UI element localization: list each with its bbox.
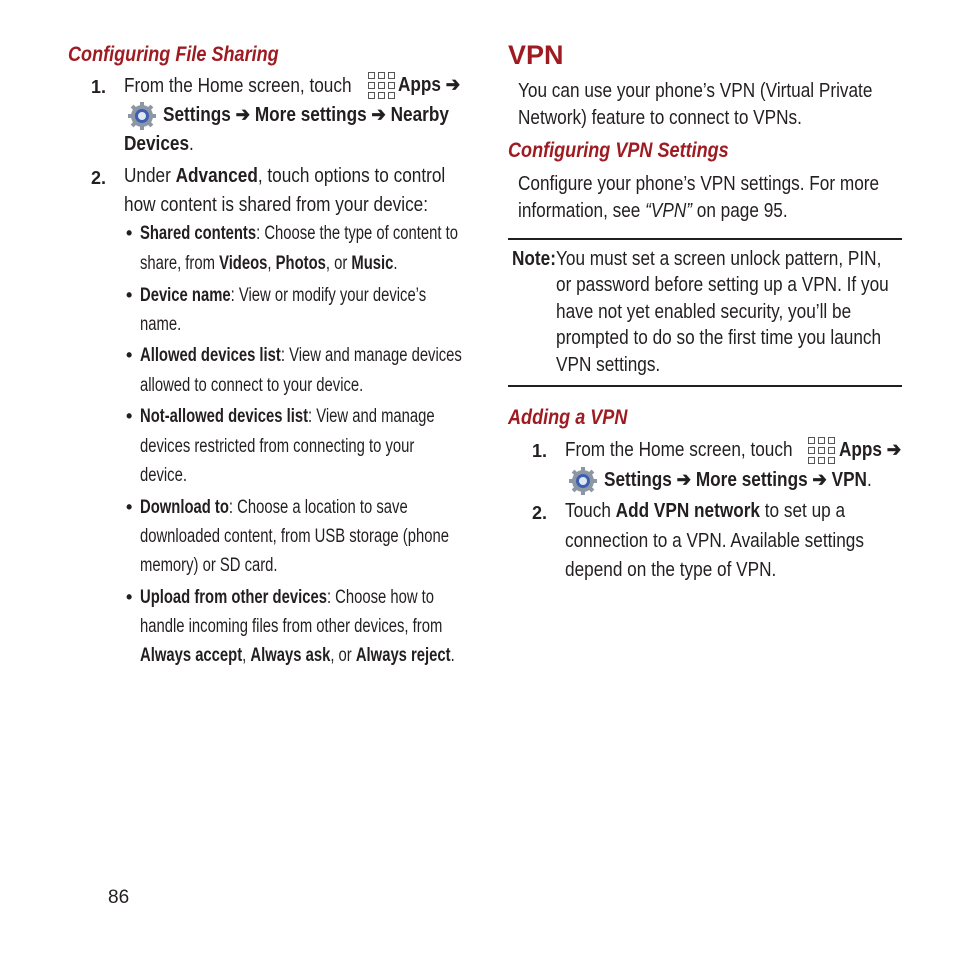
- step-number: 2.: [91, 168, 107, 188]
- step-number: 1.: [532, 441, 548, 461]
- step-text: From the Home screen, touch: [565, 439, 793, 461]
- settings-path: Settings ➔ More settings ➔ Nearby: [163, 104, 449, 126]
- bullet-item-upload-from-other: Upload from other devices: Choose how to: [140, 587, 435, 608]
- note-top-rule: [508, 238, 902, 240]
- bullet: •: [126, 223, 133, 243]
- bullet-item-shared-contents: Shared contents: Choose the type of content to: [140, 223, 458, 244]
- apps-label: Apps ➔: [398, 74, 461, 96]
- bullet-item-download-to: Download to: Choose a location to save: [140, 497, 408, 518]
- bullet-item-not-allowed-devices: Not-allowed devices list: View and manage: [140, 406, 435, 427]
- vpn-cross-reference-link[interactable]: “VPN”: [645, 200, 692, 222]
- apps-icon: [808, 437, 836, 465]
- bullet: •: [126, 345, 133, 365]
- bullet-item-allowed-devices: Allowed devices list: View and manage devices: [140, 345, 462, 366]
- note-label: Note:: [512, 248, 556, 270]
- settings-path: Settings ➔ More settings ➔ VPN: [604, 469, 867, 491]
- bullet: •: [126, 587, 133, 607]
- section-heading-configuring-vpn: Configuring VPN Settings: [508, 139, 729, 162]
- bullet: •: [126, 497, 133, 517]
- apps-icon: [368, 72, 396, 100]
- section-title-vpn: VPN: [508, 40, 564, 70]
- note-text: You must set a screen unlock pattern, PIN,: [556, 248, 882, 270]
- nearby-devices-label: Devices: [124, 133, 190, 155]
- note-bottom-rule: [508, 385, 902, 387]
- bullet: •: [126, 285, 133, 305]
- settings-gear-icon: [127, 101, 157, 131]
- page-number: 86: [108, 887, 130, 908]
- step-number: 1.: [91, 77, 107, 97]
- section-heading-file-sharing: Configuring File Sharing: [68, 43, 279, 66]
- apps-label: Apps ➔: [839, 439, 902, 461]
- bullet-item-device-name: Device name: View or modify your device’s: [140, 285, 427, 306]
- section-heading-adding-vpn: Adding a VPN: [508, 406, 628, 429]
- step-text: From the Home screen, touch: [124, 74, 352, 97]
- step-text: Touch Add VPN network to set up a: [565, 500, 846, 522]
- step-number: 2.: [532, 503, 548, 523]
- step-text: Under Advanced, touch options to control: [124, 165, 446, 187]
- settings-gear-icon: [568, 466, 598, 496]
- bullet: •: [126, 406, 133, 426]
